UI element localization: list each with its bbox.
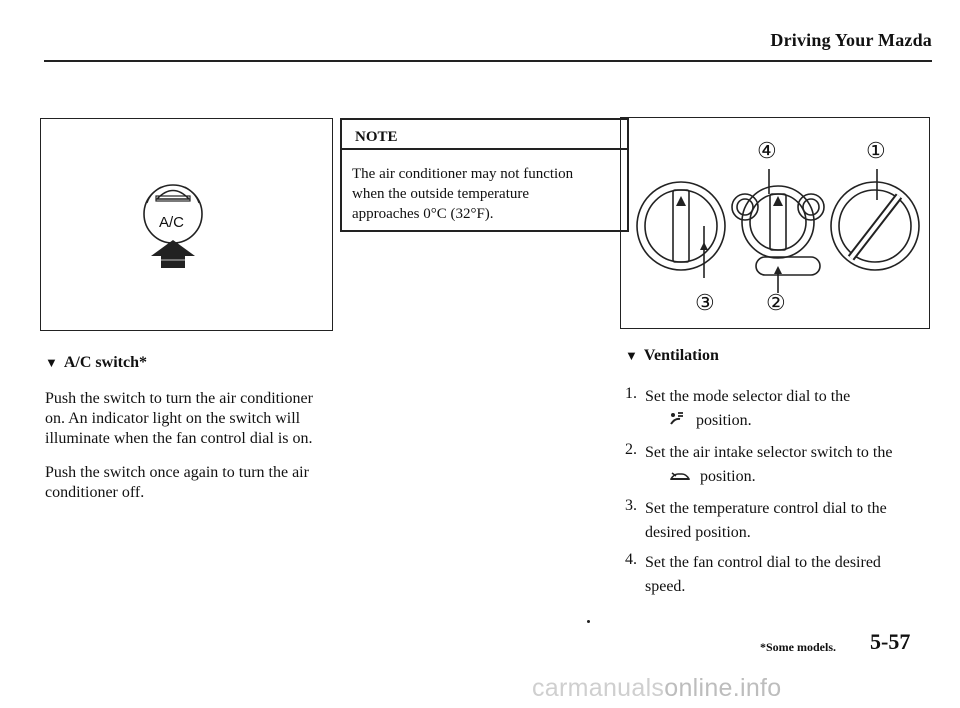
note-line: The air conditioner may not function: [352, 166, 574, 182]
callout-4: ④: [757, 138, 777, 163]
step-line: Set the fan control dial to the desired: [645, 554, 881, 571]
step-text: [645, 551, 881, 599]
step-line: [645, 465, 892, 489]
note-body: [352, 164, 619, 224]
step-line-text: position.: [696, 412, 752, 429]
step-number: 4.: [625, 551, 637, 568]
callout-3: ③: [695, 290, 715, 315]
watermark: [532, 674, 782, 703]
ac-label: A/C: [159, 214, 185, 231]
ac-paragraph-2: [45, 463, 345, 503]
step-number: 3.: [625, 497, 637, 514]
ventilation-title: [625, 347, 719, 365]
step-line: desired position.: [645, 524, 751, 541]
text-line: on. An indicator light on the switch will: [45, 410, 301, 427]
ac-switch-drawing: [41, 119, 332, 330]
note-line: when the outside temperature: [352, 186, 530, 202]
header-rule: [44, 60, 932, 62]
vent-mode-icon: [670, 409, 686, 433]
step-number: 1.: [625, 385, 637, 402]
page-number: 5-57: [870, 629, 911, 654]
control-panel-illustration: [620, 117, 930, 329]
text-line: Push the switch once again to turn the air: [45, 464, 309, 481]
ac-switch-illustration: [40, 118, 333, 331]
text-line: conditioner off.: [45, 484, 145, 501]
ac-section-title: [45, 354, 147, 372]
step-line-text: position.: [700, 468, 756, 485]
watermark-suffix: online.info: [664, 674, 782, 702]
fresh-air-intake-icon: [670, 465, 690, 489]
step-text: [645, 497, 887, 545]
page-header-title: Driving Your Mazda: [770, 30, 932, 50]
note-box: [340, 118, 629, 232]
note-heading: NOTE: [342, 120, 627, 150]
callout-2: ②: [766, 290, 786, 315]
step-line: Set the mode selector dial to the: [645, 388, 851, 405]
step-text: [645, 385, 850, 433]
watermark-prefix: carmanuals: [532, 674, 665, 702]
step-text: [645, 441, 892, 489]
step-line: speed.: [645, 578, 686, 595]
ac-paragraph-1: [45, 389, 345, 449]
ventilation-title-text: Ventilation: [643, 347, 719, 364]
step-line: Set the temperature control dial to the: [645, 500, 887, 517]
note-line: approaches 0°C (32°F).: [352, 206, 494, 222]
step-line: [645, 409, 850, 433]
callout-1: ①: [866, 138, 886, 163]
footnote: *Some models.: [760, 640, 836, 654]
text-line: illuminate when the fan control dial is on.: [45, 430, 313, 447]
triangle-down-icon: ▼: [625, 348, 638, 363]
step-number: 2.: [625, 441, 637, 458]
step-line: Set the air intake selector switch to the: [645, 444, 893, 461]
text-line: Push the switch to turn the air conditioner: [45, 390, 313, 407]
stray-dot: [587, 620, 590, 623]
ac-section-title-text: A/C switch*: [63, 354, 147, 371]
triangle-down-icon: ▼: [45, 355, 58, 370]
